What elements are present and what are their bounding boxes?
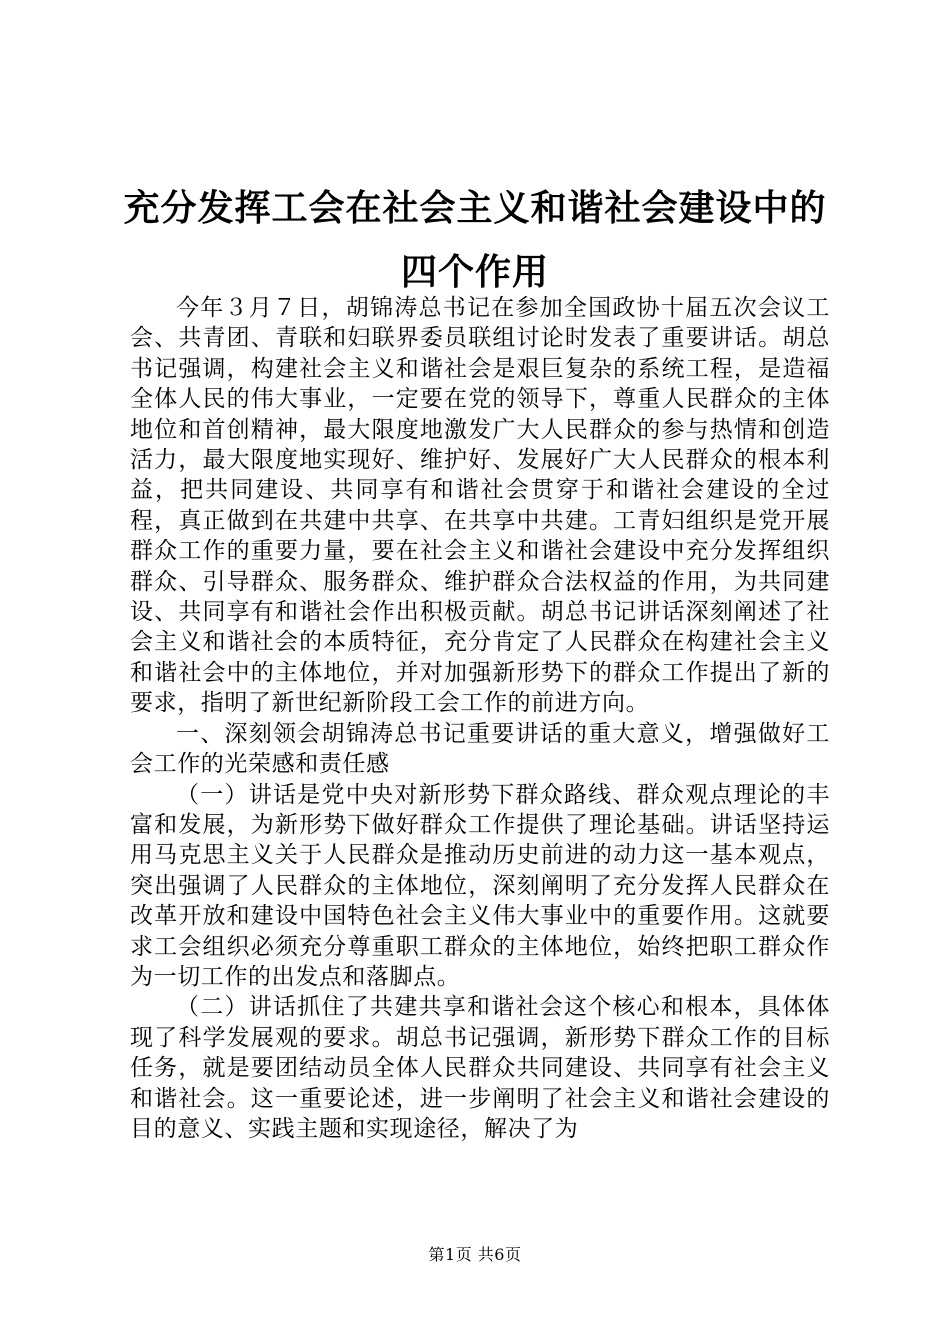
paragraph-point-1: （一）讲话是党中央对新形势下群众路线、群众观点理论的丰富和发展，为新形势下做好群众工作提供了理论基础。讲话坚持运用马克思主义关于人民群众是推动历史前进的动力这一基本观点，突出强调了人民群众的主体地位，深刻阐明了充分发挥人民群众在改革开放和建设中国特色社会主义伟大事业中的重要作用。这就要求工会组织必须充分尊重职工群众的主体地位，始终把职工群众作为一切工作的出发点和落脚点。 (130, 781, 830, 990)
paragraph-intro: 今年３月７日，胡锦涛总书记在参加全国政协十届五次会议工会、共青团、青联和妇联界委员联组讨论时发表了重要讲话。胡总书记强调，构建社会主义和谐社会是艰巨复杂的系统工程，是造福全体人民的伟大事业，一定要在党的领导下，尊重人民群众的主体地位和首创精神，最大限度地激发广大人民群众的参与热情和创造活力，最大限度地实现好、维护好、发展好广大人民群众的根本利益，把共同建设、共同享有和谐社会贯穿于和谐社会建设的全过程，真正做到在共建中共享、在共享中共建。工青妇组织是党开展群众工作的重要力量，要在社会主义和谐社会建设中充分发挥组织群众、引导群众、服务群众、维护群众合法权益的作用，为共同建设、共同享有和谐社会作出积极贡献。胡总书记讲话深刻阐述了社会主义和谐社会的本质特征，充分肯定了人民群众在构建社会主义和谐社会中的主体地位，并对加强新形势下的群众工作提出了新的要求，指明了新世纪新阶段工会工作的前进方向。 (130, 295, 830, 717)
paragraph-point-2: （二）讲话抓住了共建共享和谐社会这个核心和根本，具体体现了科学发展观的要求。胡总书记强调，新形势下群众工作的目标任务，就是要团结动员全体人民群众共同建设、共同享有社会主义和谐社会。这一重要论述，进一步阐明了社会主义和谐社会建设的目的意义、实践主题和实现途径，解决了为 (130, 994, 830, 1142)
document-body (130, 293, 830, 1144)
page-title: 充分发挥工会在社会主义和谐社会建设中的四个作用 (123, 187, 827, 293)
section-heading-1: 一、深刻领会胡锦涛总书记重要讲话的重大意义，增强做好工会工作的光荣感和责任感 (130, 720, 830, 778)
page-footer: 第1页 共6页 (428, 1245, 522, 1264)
